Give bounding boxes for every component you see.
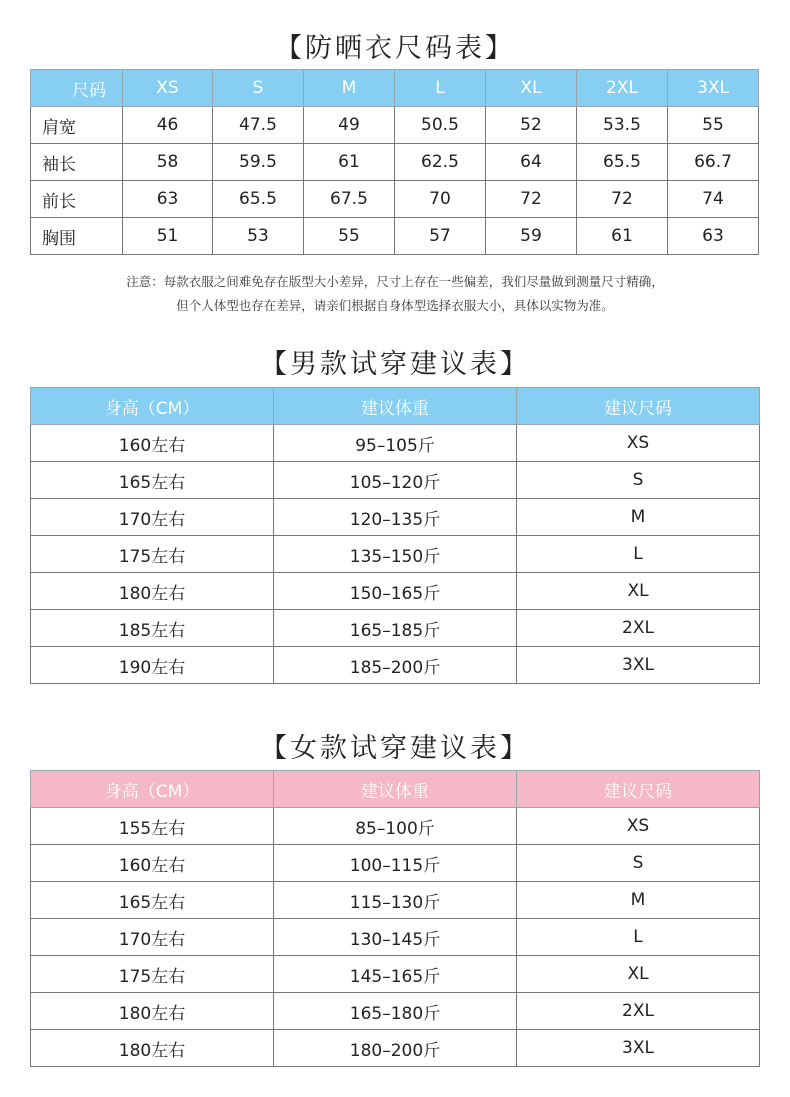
table-cell: 120–135斤 [274, 499, 517, 536]
table-cell: 165–180斤 [274, 993, 517, 1030]
table-row [31, 882, 760, 919]
table-cell: 65.5 [576, 144, 667, 181]
table-cell: 180左右 [31, 993, 274, 1030]
size-chart-header-cell: M [303, 70, 394, 107]
table-cell: M [517, 499, 760, 536]
table-cell: XS [517, 808, 760, 845]
table-cell: 63 [667, 218, 758, 255]
table-cell: 63 [123, 181, 213, 218]
table-cell: 135–150斤 [274, 536, 517, 573]
table-row [31, 647, 760, 684]
size-chart-header-cell: 尺码 [31, 70, 123, 107]
table-cell: 115–130斤 [274, 882, 517, 919]
table-cell: 165左右 [31, 882, 274, 919]
table-row [31, 499, 760, 536]
table-cell: 155左右 [31, 808, 274, 845]
table-cell: 59.5 [212, 144, 303, 181]
men-chart-title: 【男款试穿建议表】 [260, 349, 530, 380]
table-cell: 3XL [517, 1030, 760, 1067]
table-cell: 53 [212, 218, 303, 255]
table-cell: 胸围 [31, 218, 123, 255]
size-chart-title: 【防晒衣尺码表】 [275, 33, 515, 64]
table-row [31, 573, 760, 610]
table-cell: XL [517, 573, 760, 610]
size-chart-header-row [31, 70, 759, 107]
table-cell: 2XL [517, 993, 760, 1030]
size-note-line: 注意：每款衣服之间难免存在版型大小差异，尺寸上存在一些偏差，我们尽量做到测量尺寸精确， [126, 274, 664, 289]
table-cell: 袖长 [31, 144, 123, 181]
women-chart-table [30, 770, 760, 1067]
table-row [31, 956, 760, 993]
table-cell: 59 [485, 218, 576, 255]
table-cell: 61 [303, 144, 394, 181]
table-cell: M [517, 882, 760, 919]
men-chart-header-row [31, 388, 760, 425]
women-chart-header-row [31, 771, 760, 808]
table-cell: 165–185斤 [274, 610, 517, 647]
table-cell: 67.5 [303, 181, 394, 218]
table-cell: 180–200斤 [274, 1030, 517, 1067]
table-cell: 180左右 [31, 1030, 274, 1067]
table-cell: 150–165斤 [274, 573, 517, 610]
table-cell: S [517, 845, 760, 882]
table-cell: 46 [123, 107, 213, 144]
table-cell: 185–200斤 [274, 647, 517, 684]
size-chart-header-cell: L [394, 70, 485, 107]
table-cell: 74 [667, 181, 758, 218]
table-row [31, 462, 760, 499]
table-cell: 190左右 [31, 647, 274, 684]
table-cell: 175左右 [31, 536, 274, 573]
table-cell: L [517, 536, 760, 573]
table-cell: 65.5 [212, 181, 303, 218]
table-cell: 50.5 [394, 107, 485, 144]
women-chart-header-cell: 身高（CM） [31, 771, 274, 808]
table-cell: XL [517, 956, 760, 993]
size-note [0, 270, 790, 318]
table-cell: 55 [303, 218, 394, 255]
size-chart-header-cell: XS [123, 70, 213, 107]
table-row [31, 144, 759, 181]
table-cell: XS [517, 425, 760, 462]
table-cell: 51 [123, 218, 213, 255]
size-chart-header-cell: 3XL [667, 70, 758, 107]
table-cell: 175左右 [31, 956, 274, 993]
men-chart-header-cell: 建议尺码 [517, 388, 760, 425]
table-cell: 72 [485, 181, 576, 218]
table-cell: 105–120斤 [274, 462, 517, 499]
table-row [31, 919, 760, 956]
table-row [31, 808, 760, 845]
table-cell: 61 [576, 218, 667, 255]
table-cell: 64 [485, 144, 576, 181]
table-cell: 130–145斤 [274, 919, 517, 956]
size-chart-header-cell: S [212, 70, 303, 107]
size-chart-header-cell: XL [485, 70, 576, 107]
women-chart-header-cell: 建议尺码 [517, 771, 760, 808]
table-cell: 145–165斤 [274, 956, 517, 993]
table-cell: L [517, 919, 760, 956]
table-cell: 85–100斤 [274, 808, 517, 845]
men-chart-table [30, 387, 760, 684]
table-cell: 49 [303, 107, 394, 144]
table-cell: 72 [576, 181, 667, 218]
table-cell: 100–115斤 [274, 845, 517, 882]
table-cell: 2XL [517, 610, 760, 647]
table-cell: S [517, 462, 760, 499]
women-chart-title: 【女款试穿建议表】 [260, 733, 530, 764]
table-cell: 3XL [517, 647, 760, 684]
table-cell: 52 [485, 107, 576, 144]
women-chart-header-cell: 建议体重 [274, 771, 517, 808]
men-chart-header-cell: 身高（CM） [31, 388, 274, 425]
table-cell: 55 [667, 107, 758, 144]
table-cell: 180左右 [31, 573, 274, 610]
table-row [31, 218, 759, 255]
table-cell: 53.5 [576, 107, 667, 144]
table-cell: 肩宽 [31, 107, 123, 144]
table-cell: 57 [394, 218, 485, 255]
table-cell: 前长 [31, 181, 123, 218]
table-row [31, 610, 760, 647]
table-row [31, 181, 759, 218]
men-chart-header-cell: 建议体重 [274, 388, 517, 425]
table-row [31, 425, 760, 462]
table-row [31, 845, 760, 882]
size-chart-header-cell: 2XL [576, 70, 667, 107]
table-cell: 47.5 [212, 107, 303, 144]
table-cell: 58 [123, 144, 213, 181]
table-cell: 70 [394, 181, 485, 218]
table-cell: 62.5 [394, 144, 485, 181]
table-cell: 160左右 [31, 425, 274, 462]
size-note-line: 但个人体型也存在差异，请亲们根据自身体型选择衣服大小，具体以实物为准。 [176, 298, 614, 313]
table-row [31, 107, 759, 144]
table-cell: 165左右 [31, 462, 274, 499]
table-row [31, 1030, 760, 1067]
table-cell: 95–105斤 [274, 425, 517, 462]
table-cell: 170左右 [31, 499, 274, 536]
size-chart-table [30, 69, 759, 255]
table-row [31, 536, 760, 573]
table-cell: 66.7 [667, 144, 758, 181]
table-cell: 160左右 [31, 845, 274, 882]
table-cell: 170左右 [31, 919, 274, 956]
table-row [31, 993, 760, 1030]
table-cell: 185左右 [31, 610, 274, 647]
